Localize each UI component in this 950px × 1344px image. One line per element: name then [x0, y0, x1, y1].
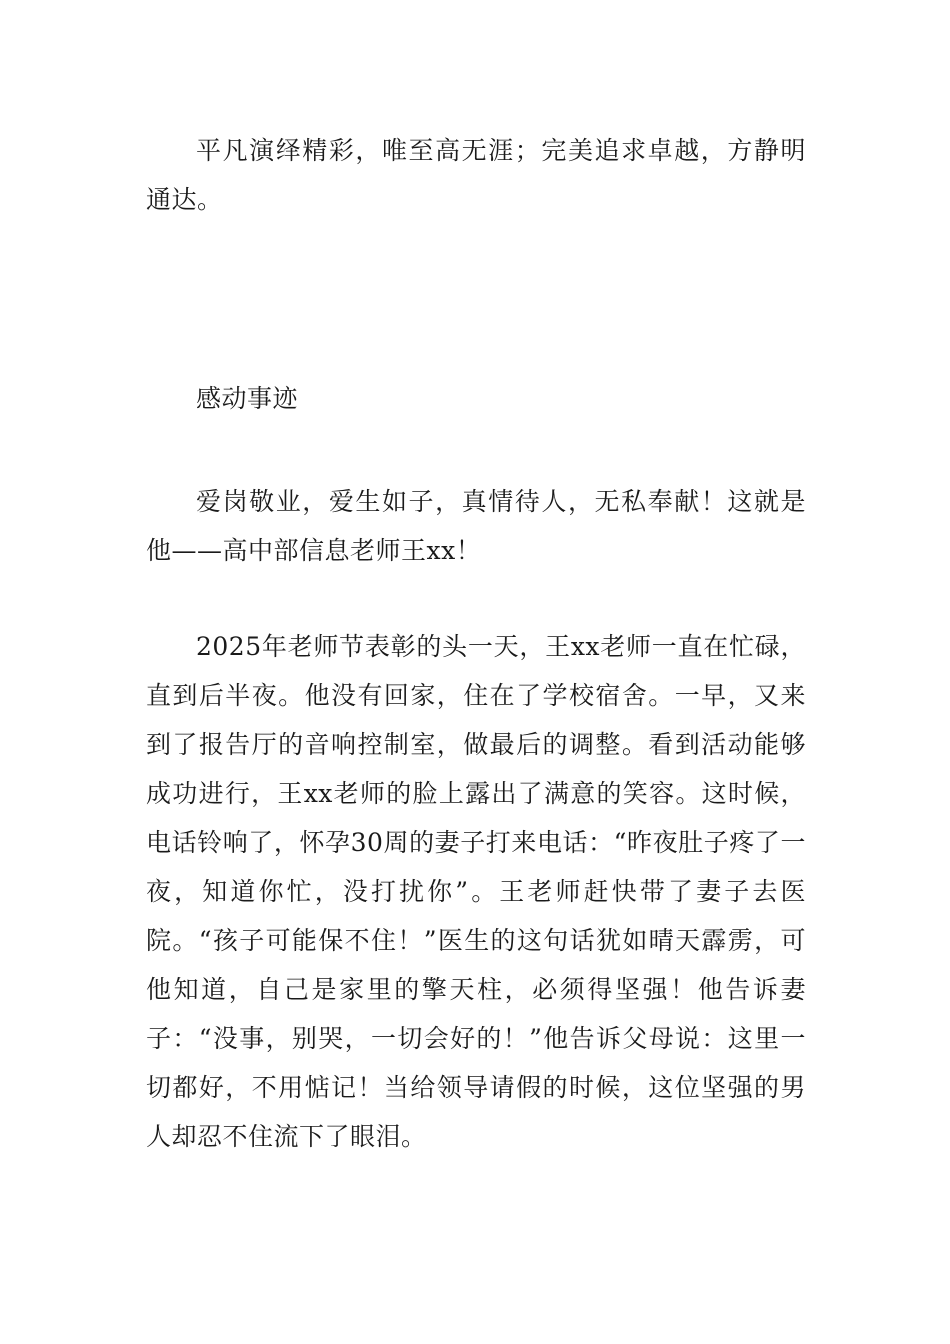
opening-motto-paragraph: 平凡演绎精彩，唯至高无涯；完美追求卓越，方静明通达。 [146, 136, 806, 214]
story-paragraph: 2025年老师节表彰的头一天，王xx老师一直在忙碌，直到后半夜。他没有回家，住在了学校宿舍。一早，又来到了报告厅的音响控制室，做最后的调整。看到活动能够成功进行，王xx老师的脸上露出了满意的笑容。这时候，电话铃响了，怀孕30周的妻子打来电话：“昨夜肚子疼了一夜，知道你忙，没打扰你”。王老师赶快带了妻子去医院。“孩子可能保不住！”医生的这句话犹如晴天霹雳，可他知道，自己是家里的擎天柱，必须得坚强！他告诉妻子：“没事，别哭，一切会好的！”他告诉父母说：这里一切都好，不用惦记！当给领导请假的时候，这位坚强的男人却忍不住流下了眼泪。 [146, 632, 806, 1151]
intro-paragraph: 爱岗敬业，爱生如子，真情待人，无私奉献！这就是他——高中部信息老师王xx！ [146, 487, 806, 565]
section-heading: 感动事迹 [196, 384, 299, 413]
